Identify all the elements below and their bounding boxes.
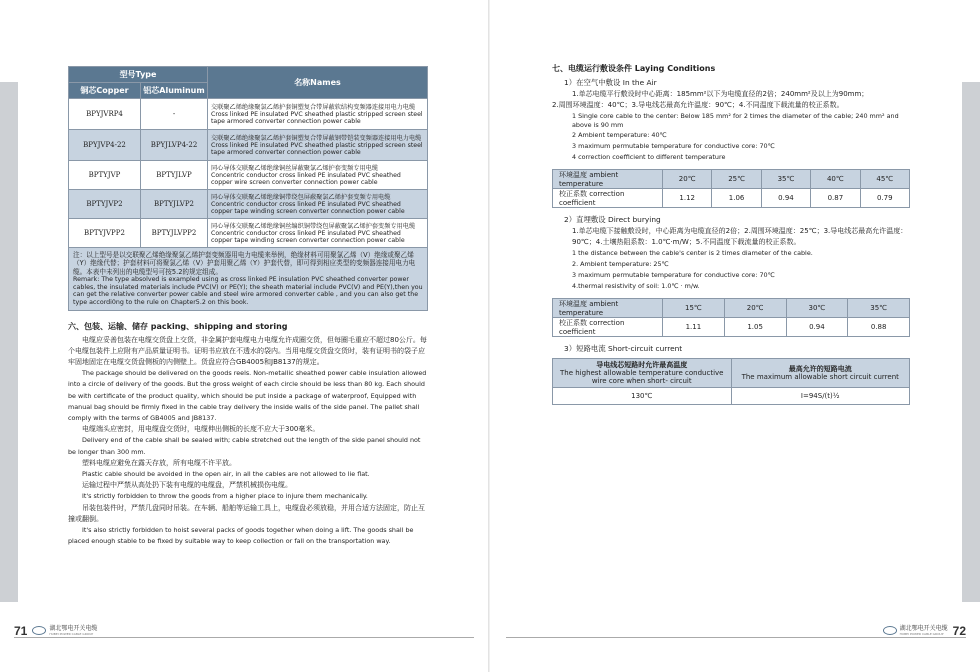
coef-cell: 1.11 — [663, 318, 725, 337]
header-en: The highest allowable temperature conductive wire core when short- circuit — [560, 369, 724, 385]
paragraph-cn: 塑料电缆应避免在露天存放，所有电缆不许平放。 — [82, 458, 236, 467]
company-logo — [883, 626, 948, 636]
table-row — [69, 161, 428, 190]
temp-cell: 25℃ — [712, 170, 761, 189]
right-page — [490, 0, 980, 672]
air-cn-line: 1.单芯电缆平行敷设时中心距离：185mm²以下为电缆直径的2倍；240mm²及以上为90mm； — [572, 90, 869, 98]
company-name-en: HUBEI POWER CABLE GROUP — [899, 631, 944, 636]
temp-label: 环境温度 ambient temperature — [553, 299, 663, 318]
temp-cell: 15℃ — [663, 299, 725, 318]
temp-cell: 40℃ — [811, 170, 860, 189]
right-side-bar — [962, 82, 980, 602]
temp-cell: 35℃ — [848, 299, 910, 318]
paragraph-en: Delivery end of the cable shall be sealed with; cable stretched out the length of the side panel should not be longer than 300 mm. — [68, 436, 421, 456]
name-cell — [208, 130, 428, 161]
name-en: Cross linked PE insulated PVC sheathed plastic stripped screen steel tape armored converter connection power cable — [211, 110, 423, 125]
type-header: 型号Type — [69, 67, 208, 83]
temp-cell: 45℃ — [860, 170, 909, 189]
copper-cell: BPYJVRP4 — [69, 99, 141, 130]
header-en: The maximum allowable short circuit current — [741, 373, 899, 381]
coef-cell: 0.94 — [761, 189, 810, 208]
copper-cell: BPTYJVPP2 — [69, 219, 141, 248]
name-cell — [208, 99, 428, 130]
name-cell — [208, 161, 428, 190]
name-en: Concentric conductor cross linked PE insulated PVC sheathed copper tape winding screen converter connection power cable — [211, 200, 405, 215]
coef-cell: 0.88 — [848, 318, 910, 337]
paragraph-cn: 电缆应妥善包装在电缆交货盘上交货，非金属护套电缆电力电缆允许成圈交货，但每圈毛重应不超过80公斤。每个电缆包装件上应附有产品质量证明书。证明书应放在不透水的袋内。当用电缆交货盘交货时，装有证明书的袋子应牢固地固定在电缆交货盘侧板的内侧壁上。货盘应符合GB4005和JB8137的规定。 — [68, 335, 427, 366]
short-circuit-subheading: 3）短路电流 Short-circuit current — [564, 344, 683, 353]
cable-logo-icon — [32, 626, 46, 635]
paragraph-cn: 电缆端头应密封，用电缆盘交货时，电缆伸出侧板的长度不应大于300毫米。 — [82, 425, 320, 434]
temp-cell: 20℃ — [724, 299, 786, 318]
coef-label: 校正系数 correction coefficient — [553, 318, 663, 337]
name-cell — [208, 219, 428, 248]
aluminum-header: 铝芯Aluminum — [141, 83, 208, 99]
page-number: 71 — [14, 623, 28, 638]
section7-heading: 七、电缆运行敷设条件 Laying Conditions — [552, 64, 716, 73]
buried-en-line: 3 maximum permutable temperature for conductive core: 70℃ — [572, 271, 775, 279]
short-temp-value: 130℃ — [553, 388, 732, 405]
buried-en-line: 1 the distance between the cable's center is 2 times diameter of the cable. — [572, 249, 813, 257]
coef-label: 校正系数 correction coefficient — [553, 189, 663, 208]
paragraph-en: It's strictly forbidden to throw the goods from a higher place to injure them mechanically. — [82, 492, 368, 501]
paragraph-en: It's also strictly forbidden to hoist several packs of goods together when doing a lift. The goods shall be placed enough stable to be fixed by suitable way to keep collection or fall on the transportation way. — [68, 526, 414, 546]
temp-cell: 30℃ — [786, 299, 848, 318]
note-cn: 注：以上型号是以交联聚乙烯绝缘聚氯乙烯护套变频器用电力电缆来举例，绝缘材料可用聚氯乙烯（V）绝缘或聚乙烯（Y）绝缘代替；护套材料可将聚氯乙烯（V）护套用聚乙烯（Y）护套代替，即可得到相应类型的变频器连接用电力电缆。本表中未列出的电缆型号可按5.2的规定组成。 — [73, 251, 416, 276]
aluminum-cell: BPTYJLVPP2 — [141, 219, 208, 248]
cable-types-table — [68, 66, 428, 248]
company-name: 湖北鄂电开关电缆 — [899, 624, 948, 632]
buried-en-line: 4.thermal resistivity of soil: 1.0℃ · m/w. — [572, 282, 700, 290]
cable-logo-icon — [883, 626, 897, 635]
name-cn: 同心导体交联聚乙烯绝缘铜丝屏蔽聚氯乙烯护套变频专用电缆 — [211, 164, 379, 172]
name-en: Cross linked PE insulated PVC sheathed plastic stripped screen steel tape armored converter connection power cable — [211, 141, 423, 156]
note-en: Remark: The type absolved is exampled using as cross linked PE insulation PVC sheathed converter power cables, the insulated materials include PVC(V) or PE(Y); the sheath material include PVC(V) and PE(Y),then you can get the relative converter power cable and steel wire armored converter cable , and you can also get the type accordi0ng to the rule on Chapter5.2 on this book. — [73, 276, 423, 306]
copper-header: 铜芯Copper — [69, 83, 141, 99]
paragraph-en: The package should be delivered on the goods reels. Non-metallic sheathed power cable insulation allowed into a circle of delivery of the goods. But the gross weight of each circle should be less than 80 kg. Each should be with certificate of the product quality, which should be put inside a package of waterproof, Equipped with manual bag should be firmly fixed in the cable tray delivery the inside walls of the side panel. The pallet shall comply with the terms of GB4005 and JB8137. — [68, 369, 427, 423]
buried-correction-table — [552, 298, 910, 337]
air-subheading: 1）在空气中敷设 In the Air — [564, 78, 657, 87]
coef-cell: 0.94 — [786, 318, 848, 337]
temp-cell: 35℃ — [761, 170, 810, 189]
table-row — [553, 170, 910, 189]
coef-cell: 0.87 — [811, 189, 860, 208]
left-content — [68, 66, 428, 547]
aluminum-cell: - — [141, 99, 208, 130]
air-correction-table — [552, 169, 910, 208]
name-cn: 同心导体交联聚乙烯绝缘铜丝编织铜带绕包屏蔽聚氯乙烯护套变频专用电缆 — [211, 222, 416, 230]
name-cn: 交联聚乙烯绝缘聚氯乙烯护套铜塑复合带屏蔽钢带铠装变频器连接用电力电缆 — [211, 134, 422, 142]
air-cn-line: 2.周围环境温度：40℃；3.导电线芯最高允许温度：90℃；4.不同温度下载流量的校正系数。 — [552, 101, 844, 109]
name-cn: 同心导体交联聚乙烯绝缘铜带绕包屏蔽聚氯乙烯护套变频专用电缆 — [211, 193, 391, 201]
right-content — [552, 63, 910, 405]
name-cell — [208, 190, 428, 219]
paragraph-cn: 运输过程中严禁从高处扔下装有电缆的电缆盘，严禁机械损伤电缆。 — [82, 481, 292, 490]
name-cn: 交联聚乙烯绝缘聚氯乙烯护套铜塑复合带屏蔽软结构变频器连接用电力电缆 — [211, 103, 416, 111]
aluminum-cell: BPTYJLVP2 — [141, 190, 208, 219]
header-cn: 导电线芯短路时允许最高温度 — [596, 361, 688, 369]
table-row — [553, 299, 910, 318]
temp-cell: 20℃ — [663, 170, 712, 189]
short-circuit-table — [552, 358, 910, 405]
coef-cell: 1.05 — [724, 318, 786, 337]
table-row — [69, 219, 428, 248]
company-name-en: HUBEI POWER CABLE GROUP — [49, 631, 94, 636]
table-note — [68, 248, 428, 311]
name-en: Concentric conductor cross linked PE insulated PVC sheathed copper tape winding screen converter connection power cable — [211, 229, 405, 244]
short-header-temp — [553, 359, 732, 388]
copper-cell: BPYJVP4-22 — [69, 130, 141, 161]
aluminum-cell: BPYJLVP4-22 — [141, 130, 208, 161]
air-en-line: 2 Ambient temperature: 40℃ — [572, 131, 667, 139]
name-en: Concentric conductor cross linked PE insulated PVC sheathed copper wire screen converter connection power cable — [211, 171, 401, 186]
copper-cell: BPTYJVP2 — [69, 190, 141, 219]
table-row — [69, 99, 428, 130]
section6-heading: 六、包装、运输、储存 packing、shipping and storing — [68, 321, 288, 331]
coef-cell: 1.06 — [712, 189, 761, 208]
company-logo — [32, 626, 97, 636]
coef-cell: 1.12 — [663, 189, 712, 208]
short-header-current — [731, 359, 910, 388]
header-cn: 最高允许的短路电流 — [788, 365, 852, 373]
table-row — [553, 359, 910, 388]
aluminum-cell: BPTYJLVP — [141, 161, 208, 190]
table-row — [553, 388, 910, 405]
table-row — [69, 190, 428, 219]
names-header: 名称Names — [208, 67, 428, 99]
buried-en-line: 2. Ambient temperature: 25℃ — [572, 260, 669, 268]
left-side-bar — [0, 82, 18, 602]
air-en-line: 3 maximum permutable temperature for conductive core: 70℃ — [572, 142, 775, 150]
table-row — [553, 189, 910, 208]
left-footer — [14, 624, 474, 638]
table-row — [553, 318, 910, 337]
air-en-line: 1 Single core cable to the center: Below 185 mm² for 2 times the diameter of the cable; 240 mm² and above is 90 mm — [572, 112, 899, 129]
paragraph-en: Plastic cable should be avoided in the open air, in all the cables are not allowed to lie flat. — [82, 470, 370, 479]
right-footer — [506, 624, 966, 638]
copper-cell: BPTYJVP — [69, 161, 141, 190]
temp-label: 环境温度 ambient temperature — [553, 170, 663, 189]
buried-cn-line: 1.单芯电缆下接触敷设时，中心距离为电缆直径的2倍；2.周围环境温度：25℃；3.导电线芯最高允许温度：90℃；4.土壤热阻系数：1.0℃·m/W；5.不同温度下载流量的校正系数。 — [572, 227, 908, 246]
table-row — [69, 130, 428, 161]
short-current-value: I=94S/(t)½ — [731, 388, 910, 405]
buried-subheading: 2）直埋敷设 Direct burying — [564, 215, 661, 224]
coef-cell: 0.79 — [860, 189, 909, 208]
page-number: 72 — [952, 623, 966, 638]
company-name: 湖北鄂电开关电缆 — [49, 624, 98, 632]
air-en-line: 4 correction coefficient to different temperature — [572, 153, 726, 161]
paragraph-cn: 吊装包装件时，严禁几盘同时吊装。在车辆、船舶等运输工具上，电缆盘必须放稳，并用合适方法固定，防止互撞或翻倒。 — [68, 503, 425, 523]
